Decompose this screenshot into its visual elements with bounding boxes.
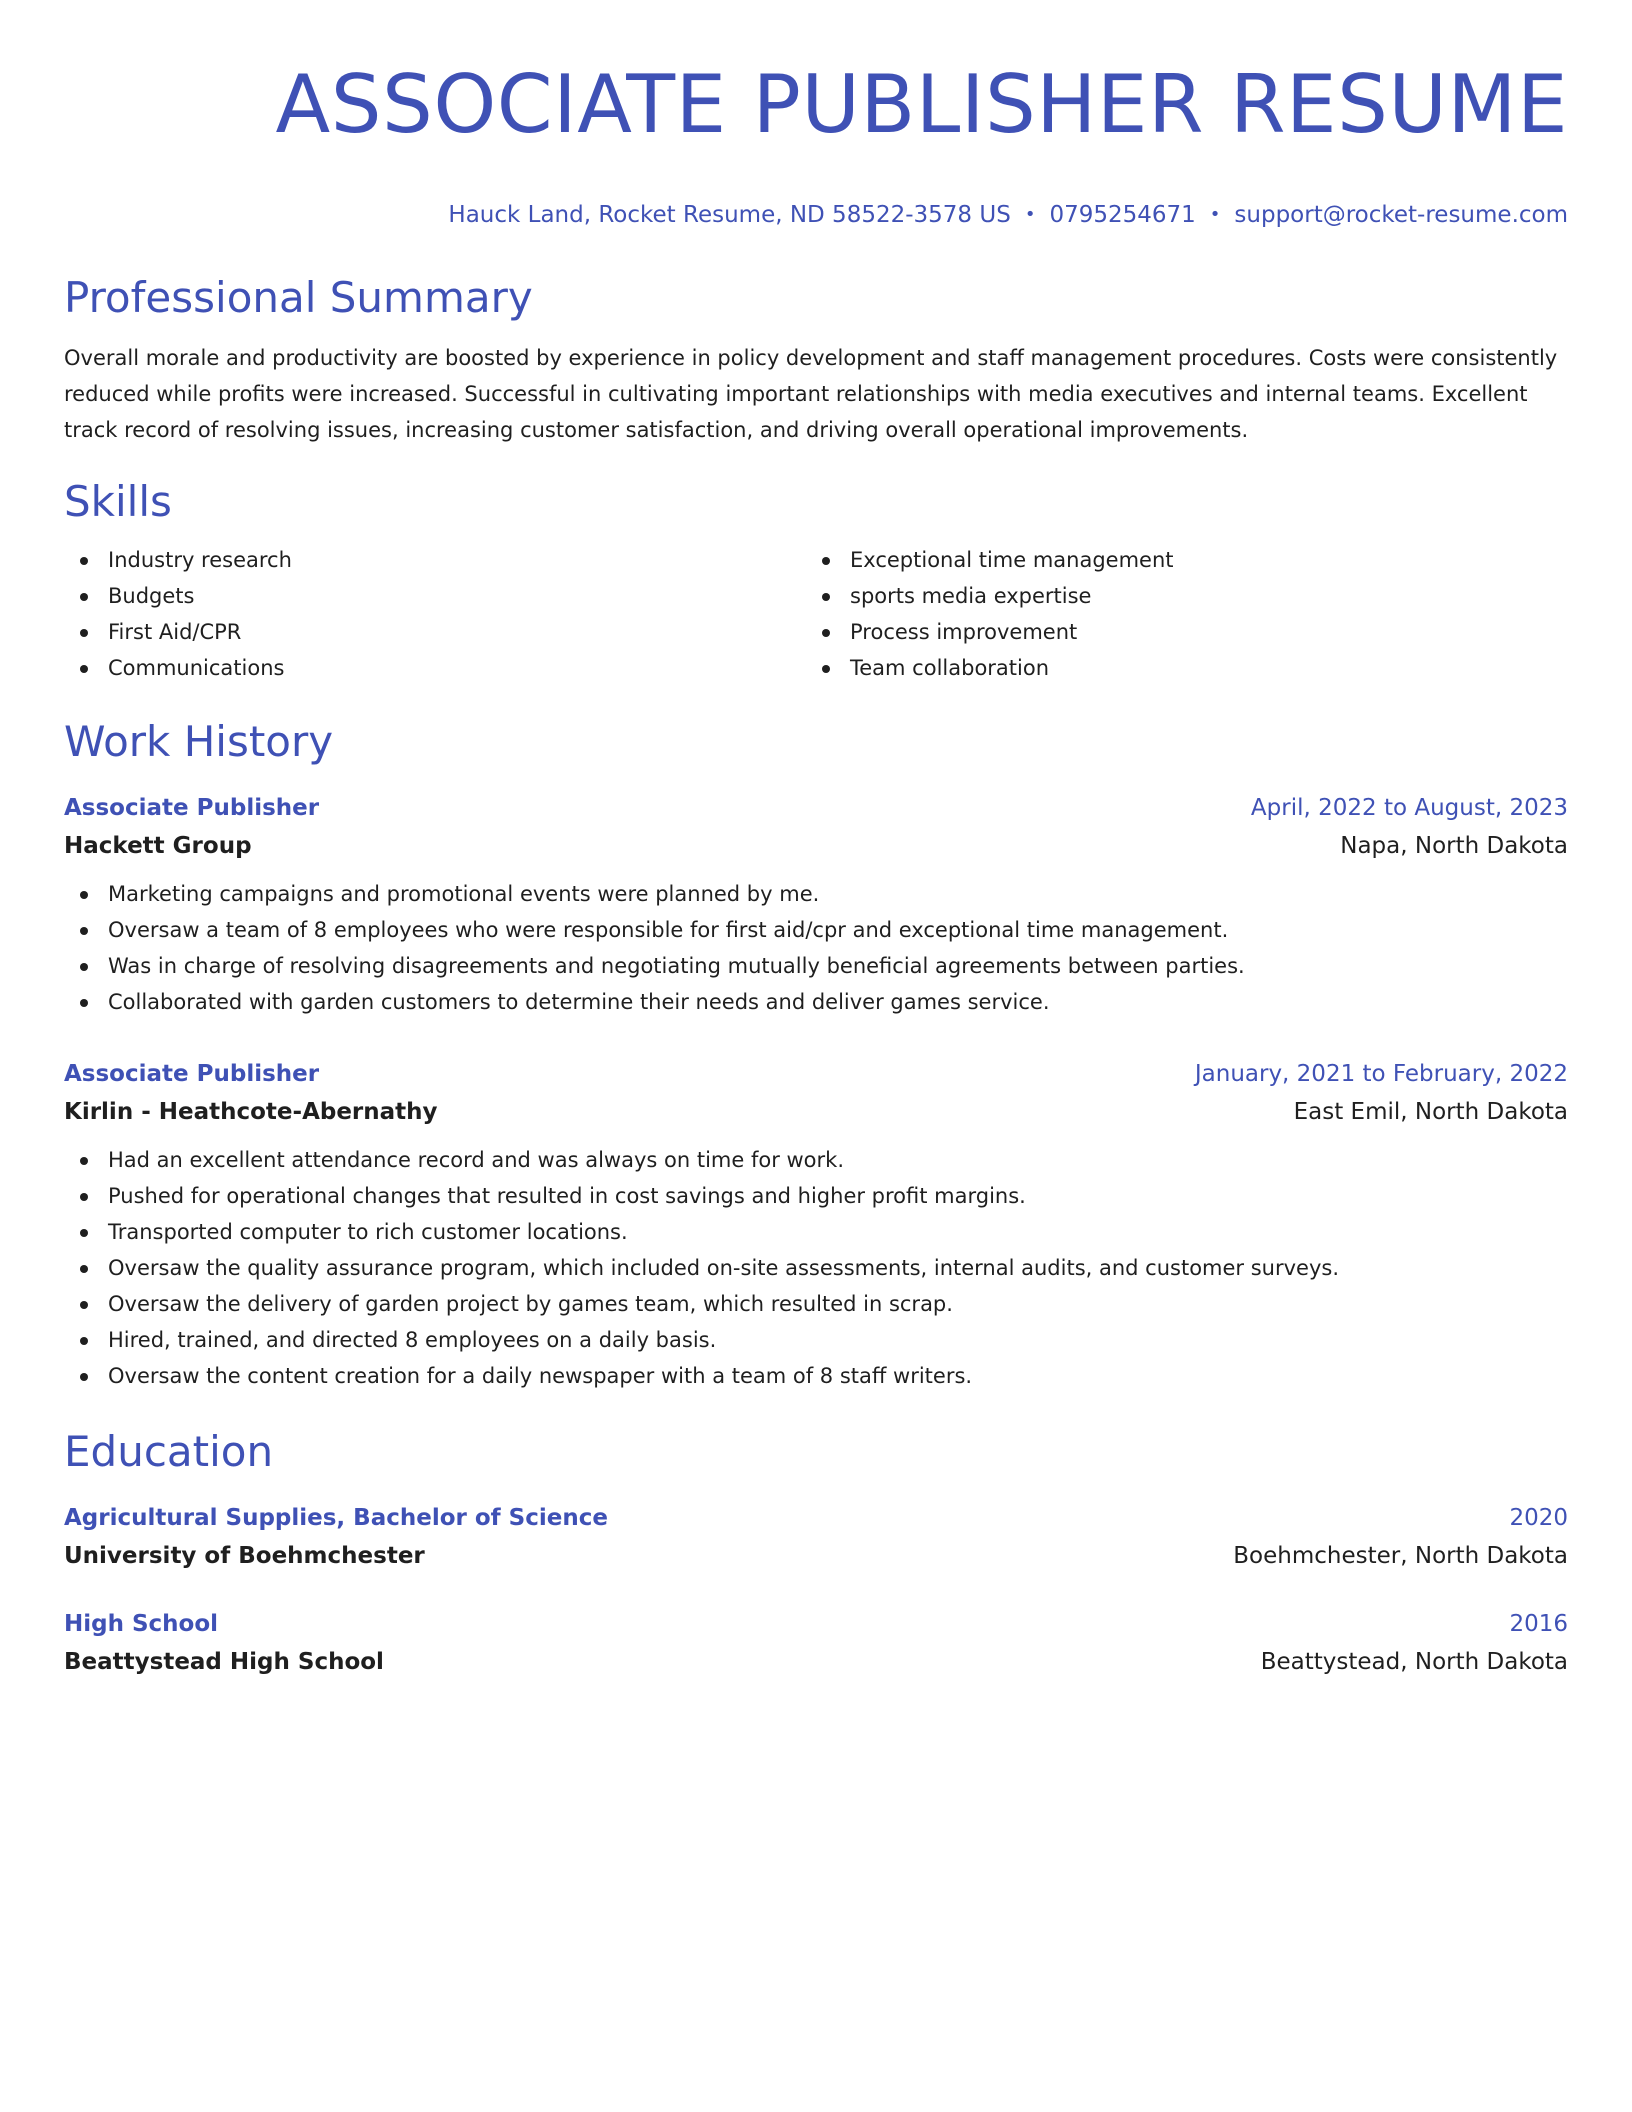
- education-entry-header: [64, 1500, 1568, 1536]
- education-location: Boehmchester, North Dakota: [1233, 1543, 1568, 1569]
- job-role: Associate Publisher: [64, 795, 320, 821]
- contact-line: [64, 200, 1568, 232]
- skills-heading: Skills: [64, 477, 172, 526]
- job-role: Associate Publisher: [64, 1061, 320, 1087]
- education-entry: [64, 1500, 1568, 1576]
- job-bullet: Had an excellent attendance record and was always on time for work.: [64, 1142, 1568, 1178]
- job-bullet: Pushed for operational changes that resulted in cost savings and higher profit margins.: [64, 1178, 1568, 1214]
- job-location: East Emil, North Dakota: [1293, 1099, 1568, 1125]
- skills-column-right: [806, 542, 1548, 686]
- job-bullet: Oversaw the quality assurance program, which included on-site assessments, internal audits, and customer surveys.: [64, 1250, 1568, 1286]
- skill-item: Budgets: [64, 578, 806, 614]
- job-dates: April, 2022 to August, 2023: [1250, 795, 1568, 821]
- education-year: 2016: [1509, 1611, 1568, 1637]
- job-bullets: [64, 876, 1568, 1020]
- skill-item: Exceptional time management: [806, 542, 1548, 578]
- job-bullet: Marketing campaigns and promotional events were planned by me.: [64, 876, 1568, 912]
- job-bullet: Collaborated with garden customers to determine their needs and deliver games service.: [64, 984, 1568, 1020]
- contact-separator: •: [1024, 204, 1036, 225]
- job-bullet: Oversaw a team of 8 employees who were responsible for first aid/cpr and exceptional time management.: [64, 912, 1568, 948]
- contact-email[interactable]: support@rocket-resume.com: [1234, 202, 1568, 228]
- education-entry-subheader: [64, 1642, 1568, 1682]
- work-entry-header: [64, 1056, 1568, 1092]
- skills-column-left: [64, 542, 806, 686]
- job-bullet: Hired, trained, and directed 8 employees on a daily basis.: [64, 1322, 1568, 1358]
- summary-heading: Professional Summary: [64, 273, 533, 322]
- skill-item: Communications: [64, 650, 806, 686]
- skill-item: Team collaboration: [806, 650, 1548, 686]
- work-entry-header: [64, 790, 1568, 826]
- education-degree: Agricultural Supplies, Bachelor of Science: [64, 1505, 608, 1531]
- education-entry-header: [64, 1606, 1568, 1642]
- work-entry-subheader: [64, 1092, 1568, 1132]
- work-entry-subheader: [64, 826, 1568, 866]
- education-heading: Education: [64, 1427, 274, 1476]
- work-entry: [64, 790, 1568, 1020]
- education-school: Beattystead High School: [64, 1649, 384, 1675]
- job-company: Hackett Group: [64, 833, 252, 859]
- education-location: Beattystead, North Dakota: [1260, 1649, 1568, 1675]
- work-history-heading: Work History: [64, 717, 334, 766]
- education-degree: High School: [64, 1611, 219, 1637]
- summary-text: Overall morale and productivity are boosted by experience in policy development and staff management procedures. Costs were consistently reduced while profits were increased. Successful in cultivating important relationships with media executives and internal teams. Excellent track record of resolving issues, increasing customer satisfaction, and driving overall operational improvements.: [64, 346, 1558, 442]
- job-company: Kirlin - Heathcote-Abernathy: [64, 1099, 438, 1125]
- skill-item: Industry research: [64, 542, 806, 578]
- job-bullet: Oversaw the content creation for a daily newspaper with a team of 8 staff writers.: [64, 1358, 1568, 1394]
- job-bullet: Transported computer to rich customer locations.: [64, 1214, 1568, 1250]
- education-entry: [64, 1606, 1568, 1682]
- education-entry-subheader: [64, 1536, 1568, 1576]
- work-entry: [64, 1056, 1568, 1394]
- job-location: Napa, North Dakota: [1340, 833, 1568, 859]
- job-bullets: [64, 1142, 1568, 1394]
- contact-phone: 0795254671: [1049, 202, 1196, 228]
- education-year: 2020: [1509, 1505, 1568, 1531]
- skills-list: [64, 542, 1568, 686]
- skill-item: Process improvement: [806, 614, 1548, 650]
- education-school: University of Boehmchester: [64, 1543, 425, 1569]
- contact-address: Hauck Land, Rocket Resume, ND 58522-3578 US: [448, 202, 1011, 228]
- skill-item: sports media expertise: [806, 578, 1548, 614]
- job-bullet: Oversaw the delivery of garden project by games team, which resulted in scrap.: [64, 1286, 1568, 1322]
- contact-separator: •: [1209, 204, 1221, 225]
- job-dates: January, 2021 to February, 2022: [1194, 1061, 1568, 1087]
- skill-item: First Aid/CPR: [64, 614, 806, 650]
- resume-title: ASSOCIATE PUBLISHER RESUME: [275, 58, 1568, 151]
- job-bullet: Was in charge of resolving disagreements and negotiating mutually beneficial agreements between parties.: [64, 948, 1568, 984]
